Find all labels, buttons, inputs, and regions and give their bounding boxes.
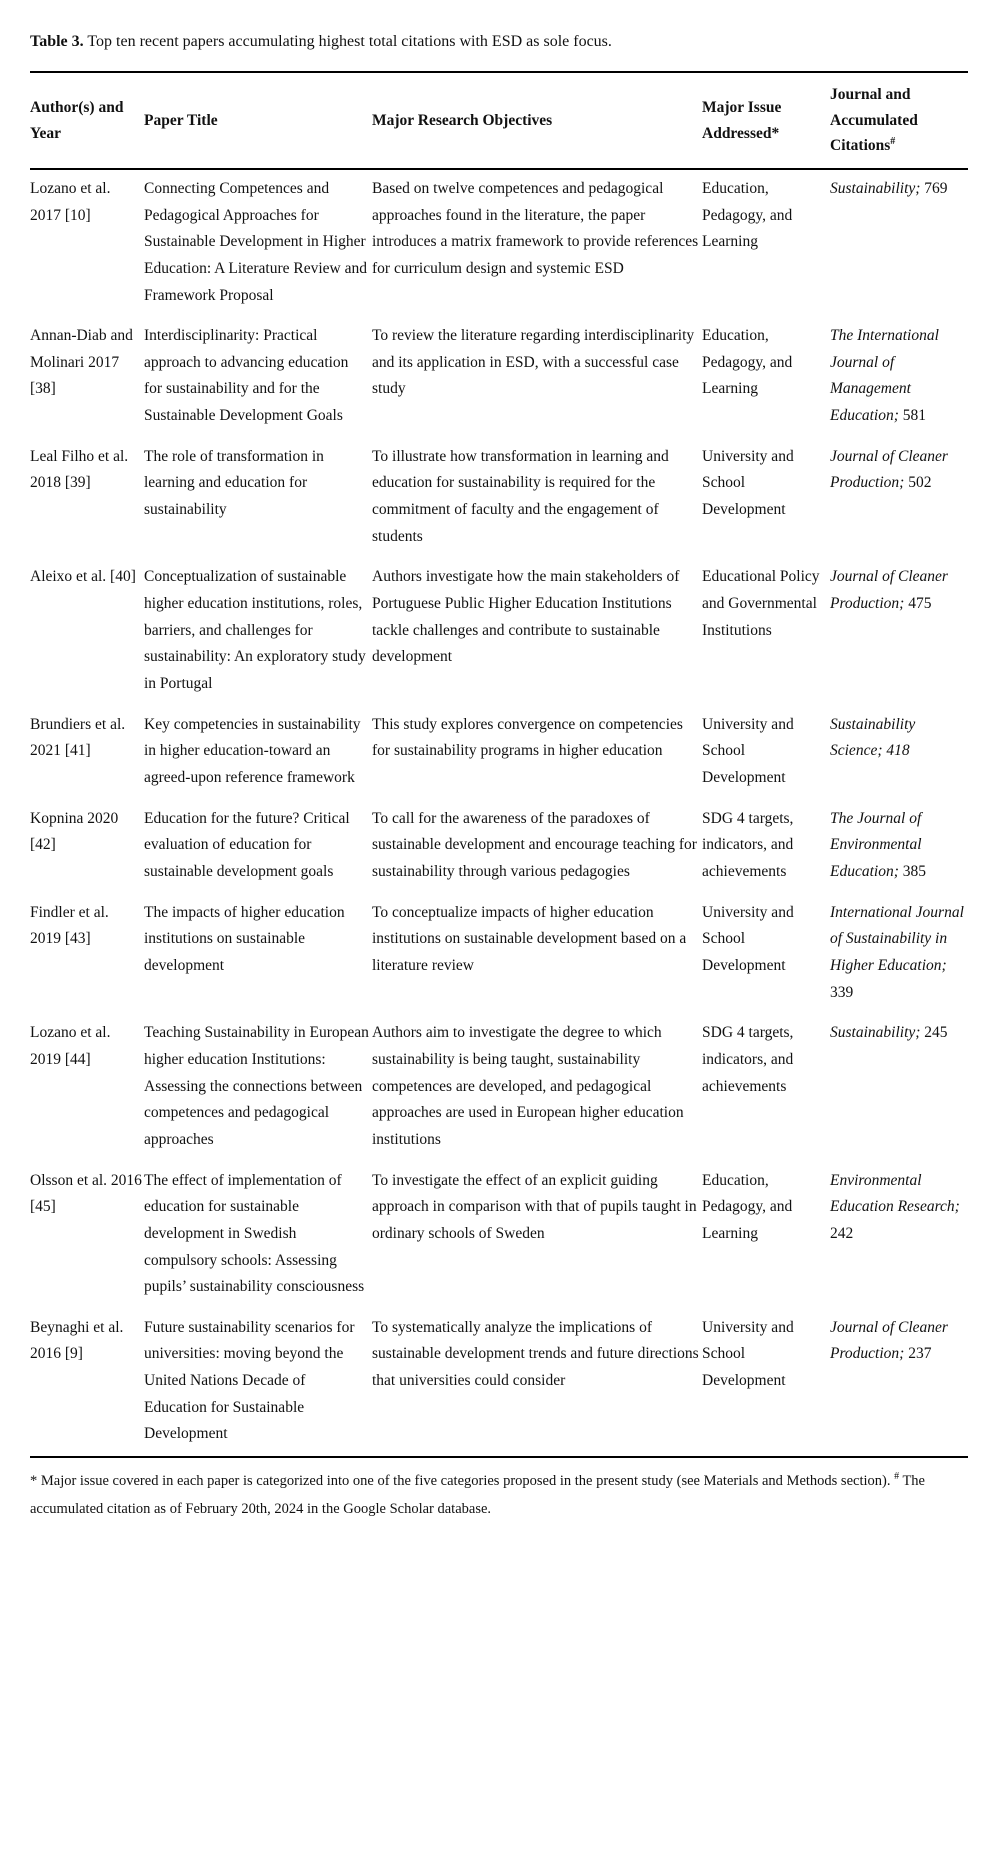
table-row	[30, 1162, 968, 1309]
journal-citations-cell: Sustainability; 769	[830, 179, 948, 197]
author-cell: Leal Filho et al. 2018 [39]	[30, 447, 129, 492]
header-objectives: Major Research Objectives	[372, 72, 702, 169]
paper-title-cell: The effect of implementation of education for sustainable development in Swedish compulsory schools: Assessing pupils’ sustainability consciousness	[144, 1171, 365, 1296]
header-journal-superscript: #	[890, 136, 896, 148]
author-cell: Annan-Diab and Molinari 2017 [38]	[30, 327, 133, 398]
issue-cell: University and School Development	[702, 715, 794, 786]
issue-cell: Educational Policy and Governmental Institutions	[702, 568, 820, 639]
author-cell: Lozano et al. 2017 [10]	[30, 179, 111, 224]
objectives-cell: To systematically analyze the implications of sustainable development trends and future directions that universities could consider	[372, 1309, 702, 1457]
objectives-cell: Based on twelve competences and pedagogical approaches found in the literature, the paper introduces a matrix framework to provide references for curriculum design and systemic ESD	[372, 179, 699, 277]
table-row	[30, 1309, 968, 1457]
paper-title-cell: Education for the future? Critical evaluation of education for sustainable development goals	[144, 809, 350, 880]
issue-cell: University and School Development	[702, 903, 794, 974]
table-row	[30, 317, 968, 438]
issue-cell: Education, Pedagogy, and Learning	[702, 327, 793, 398]
journal-citations-cell: Sustainability Science; 418	[830, 715, 916, 760]
footnote-hash-text: The accumulated citation as of February 20th, 2024 in the Google Scholar database.	[30, 1473, 925, 1517]
header-journal-label: Journal and Accumulated Citations	[830, 86, 918, 155]
footnote-star-marker: *	[30, 1473, 38, 1490]
paper-title-cell: Interdisciplinarity: Practical approach to advancing education for sustainability and for the Sustainable Development Goals	[144, 327, 349, 425]
issue-cell: Education, Pedagogy, and Learning	[702, 179, 793, 251]
journal-citations-cell: The International Journal of Management Education; 581	[830, 327, 939, 425]
objectives-cell: Authors investigate how the main stakeholders of Portuguese Public Higher Education Institutions tackle challenges and contribute to sustainable development	[372, 568, 680, 666]
author-cell: Aleixo et al. [40]	[30, 568, 136, 586]
objectives-cell: To call for the awareness of the paradoxes of sustainable development and encourage teaching for sustainability through various pedagogies	[372, 809, 697, 880]
objectives-cell: To illustrate how transformation in learning and education for sustainability is required for the commitment of faculty and the engagement of students	[372, 447, 669, 545]
objectives-cell: Authors aim to investigate the degree to which sustainability is being taught, sustainability competences are developed, and pedagogical approaches are used in European higher education institutions	[372, 1024, 684, 1148]
table-row	[30, 706, 968, 800]
author-cell: Beynaghi et al. 2016 [9]	[30, 1309, 144, 1457]
objectives-cell: To review the literature regarding interdisciplinarity and its application in ESD, with a successful case study	[372, 327, 695, 398]
papers-table	[30, 71, 968, 1458]
table-row	[30, 438, 968, 559]
journal-citations-cell: Journal of Cleaner Production; 237	[830, 1309, 968, 1457]
issue-cell: SDG 4 targets, indicators, and achievements	[702, 809, 794, 880]
table-caption-label: Table 3.	[30, 33, 84, 50]
footnote-hash-marker: #	[894, 1471, 900, 1483]
table-row	[30, 169, 968, 317]
table-caption-text: Top ten recent papers accumulating highest total citations with ESD as sole focus.	[87, 33, 612, 50]
header-journal	[830, 72, 968, 169]
paper-title-cell: Key competencies in sustainability in higher education-toward an agreed-upon reference framework	[144, 715, 361, 786]
table-header	[30, 72, 968, 169]
issue-cell: University and School Development	[702, 1309, 830, 1457]
table-body	[30, 169, 968, 1457]
journal-citations-cell: Sustainability; 245	[830, 1024, 948, 1042]
paper-title-cell: Connecting Competences and Pedagogical Approaches for Sustainable Development in Higher Education: A Literature Review and Framework Proposal	[144, 179, 367, 304]
header-author: Author(s) and Year	[30, 72, 144, 169]
objectives-cell: This study explores convergence on competencies for sustainability programs in higher education	[372, 715, 683, 760]
paper-title-cell: The role of transformation in learning and education for sustainability	[144, 447, 324, 519]
author-cell: Olsson et al. 2016 [45]	[30, 1171, 142, 1216]
table-row	[30, 558, 968, 705]
journal-citations-cell: Journal of Cleaner Production; 502	[830, 447, 948, 492]
author-cell: Lozano et al. 2019 [44]	[30, 1024, 111, 1068]
paper-title-cell: Conceptualization of sustainable higher education institutions, roles, barriers, and challenges for sustainability: An exploratory study in Portugal	[144, 568, 366, 693]
table-footnotes	[30, 1468, 968, 1523]
issue-cell: SDG 4 targets, indicators, and achievements	[702, 1024, 794, 1095]
paper-title-cell: The impacts of higher education institutions on sustainable development	[144, 903, 345, 974]
author-cell: Findler et al. 2019 [43]	[30, 903, 109, 948]
issue-cell: Education, Pedagogy, and Learning	[702, 1171, 793, 1242]
author-cell: Brundiers et al. 2021 [41]	[30, 715, 126, 760]
journal-citations-cell: The Journal of Environmental Education; 385	[830, 809, 926, 880]
objectives-cell: To conceptualize impacts of higher education institutions on sustainable development based on a literature review	[372, 903, 687, 974]
footnote-star-text: Major issue covered in each paper is categorized into one of the five categories proposed in the present study (see Materials and Methods section).	[40, 1473, 891, 1490]
table-row	[30, 894, 968, 1015]
journal-citations-cell: International Journal of Sustainability in Higher Education; 339	[830, 903, 964, 1001]
table-row	[30, 800, 968, 894]
header-paper-title: Paper Title	[144, 72, 372, 169]
table-header-row	[30, 72, 968, 169]
paper-title-cell: Teaching Sustainability in European higher education Institutions: Assessing the connections between competences and pedagogical approaches	[144, 1024, 369, 1148]
objectives-cell: To investigate the effect of an explicit guiding approach in comparison with that of pupils taught in ordinary schools of Sweden	[372, 1171, 697, 1242]
table-row	[30, 1014, 968, 1161]
author-cell: Kopnina 2020 [42]	[30, 809, 119, 854]
paper-title-cell: Future sustainability scenarios for universities: moving beyond the United Nations Decade of Education for Sustainable Development	[144, 1309, 372, 1457]
issue-cell: University and School Development	[702, 447, 794, 519]
journal-citations-cell: Journal of Cleaner Production; 475	[830, 568, 948, 613]
journal-citations-cell: Environmental Education Research; 242	[830, 1171, 960, 1242]
table-caption	[30, 30, 968, 53]
header-issue: Major Issue Addressed*	[702, 72, 830, 169]
